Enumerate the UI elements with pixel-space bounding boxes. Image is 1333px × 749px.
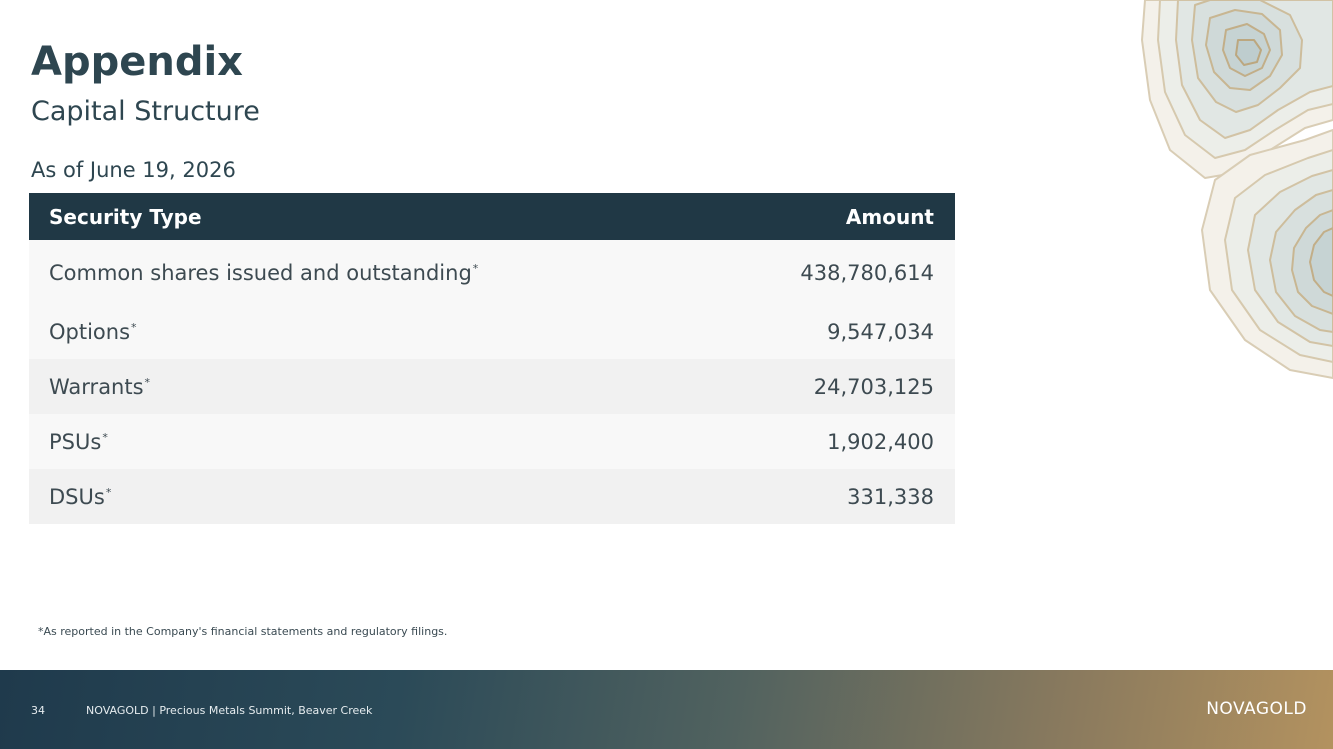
footnote-marker: * (105, 485, 112, 499)
footnote-marker: * (472, 262, 479, 275)
row-label: Options* (49, 319, 137, 344)
footer-caption: NOVAGOLD | Precious Metals Summit, Beaver Creek (86, 704, 373, 717)
footnote-marker: * (131, 320, 137, 334)
table-row (29, 469, 955, 524)
row-label: PSUs* (49, 429, 108, 454)
table-header (29, 193, 955, 240)
row-label: Warrants* (49, 374, 151, 399)
table-row (29, 414, 955, 469)
column-header-security-type: Security Type (49, 204, 202, 229)
company-logo: NOVAGOLD (1206, 699, 1307, 719)
row-value: 9,547,034 (827, 319, 934, 344)
row-value: 24,703,125 (813, 374, 934, 399)
as-of-date: As of June 19, 2026 (31, 158, 236, 182)
column-header-amount: Amount (845, 204, 934, 229)
row-label: DSUs* (49, 484, 112, 509)
row-label: Common shares issued and outstanding* (49, 261, 479, 285)
footer-bar (0, 670, 1333, 749)
table-row (29, 304, 955, 359)
footnote-marker: * (144, 375, 151, 389)
footnote-marker: * (102, 430, 108, 444)
row-value: 1,902,400 (827, 429, 934, 454)
page-number: 34 (31, 704, 45, 717)
footnote: *As reported in the Company's financial statements and regulatory filings. (38, 625, 448, 638)
table-row (29, 240, 955, 304)
page-title: Appendix (31, 39, 243, 85)
page-subtitle: Capital Structure (31, 96, 260, 127)
topographic-contour-graphic (1130, 0, 1333, 390)
capital-structure-table (29, 193, 955, 524)
table-row (29, 359, 955, 414)
row-value: 331,338 (847, 484, 934, 509)
row-value: 438,780,614 (800, 261, 934, 285)
